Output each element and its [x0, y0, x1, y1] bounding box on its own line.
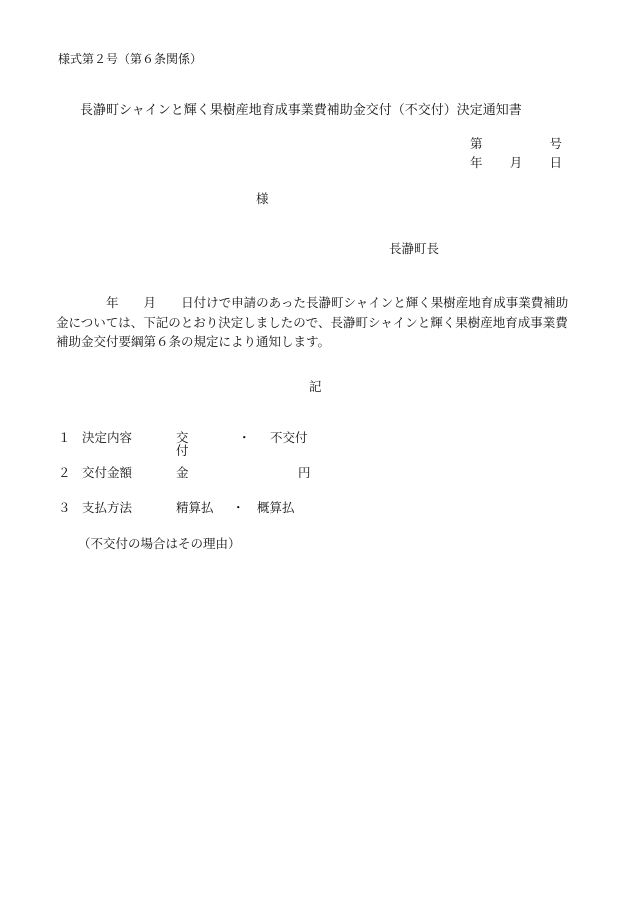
option-grant: 交 付	[176, 430, 202, 458]
option-separator: ・	[232, 500, 245, 515]
ki-heading: 記	[309, 379, 322, 394]
option-settlement: 精算払	[176, 500, 214, 515]
amount-prefix: 金	[176, 465, 189, 480]
addressee-suffix: 様	[256, 191, 269, 206]
body-year: 年	[106, 295, 119, 310]
item-payment-method	[58, 502, 295, 515]
amount-suffix: 円	[298, 465, 311, 480]
date-day: 日	[549, 155, 562, 170]
body-paragraph	[56, 293, 576, 352]
document-title: 長瀞町シャインと輝く果樹産地育成事業費補助金交付（不交付）決定通知書	[80, 103, 522, 118]
form-number: 様式第２号（第６条関係）	[58, 52, 203, 66]
issuer-name: 長瀞町長	[389, 241, 440, 256]
item-number: １	[58, 430, 71, 445]
item-number: ３	[58, 500, 71, 515]
document-number-line	[470, 138, 562, 151]
body-month: 月	[143, 295, 157, 310]
option-no-grant: 不交付	[270, 430, 308, 445]
option-separator: ・	[238, 430, 251, 445]
item-amount	[58, 467, 311, 480]
number-prefix: 第	[470, 136, 483, 151]
body-text: 日付けで申請のあった長瀞町シャインと輝く果樹産地育成事業費補助金については、下記のとおり決定しましたので、長瀞町シャインと輝く果樹産地育成事業費補助金交付要綱第６条の規定により通知します。	[56, 295, 569, 349]
item-decision	[58, 432, 308, 457]
document-date-line	[470, 157, 562, 170]
date-year: 年	[470, 155, 483, 170]
date-month: 月	[509, 155, 523, 170]
item-label: 支払方法	[82, 500, 133, 515]
option-advance: 概算払	[257, 500, 295, 515]
item-label: 交付金額	[82, 465, 133, 480]
number-suffix: 号	[549, 136, 562, 151]
item-number: ２	[58, 465, 71, 480]
item-label: 決定内容	[82, 430, 133, 445]
reason-note: （不交付の場合はその理由）	[78, 536, 241, 551]
